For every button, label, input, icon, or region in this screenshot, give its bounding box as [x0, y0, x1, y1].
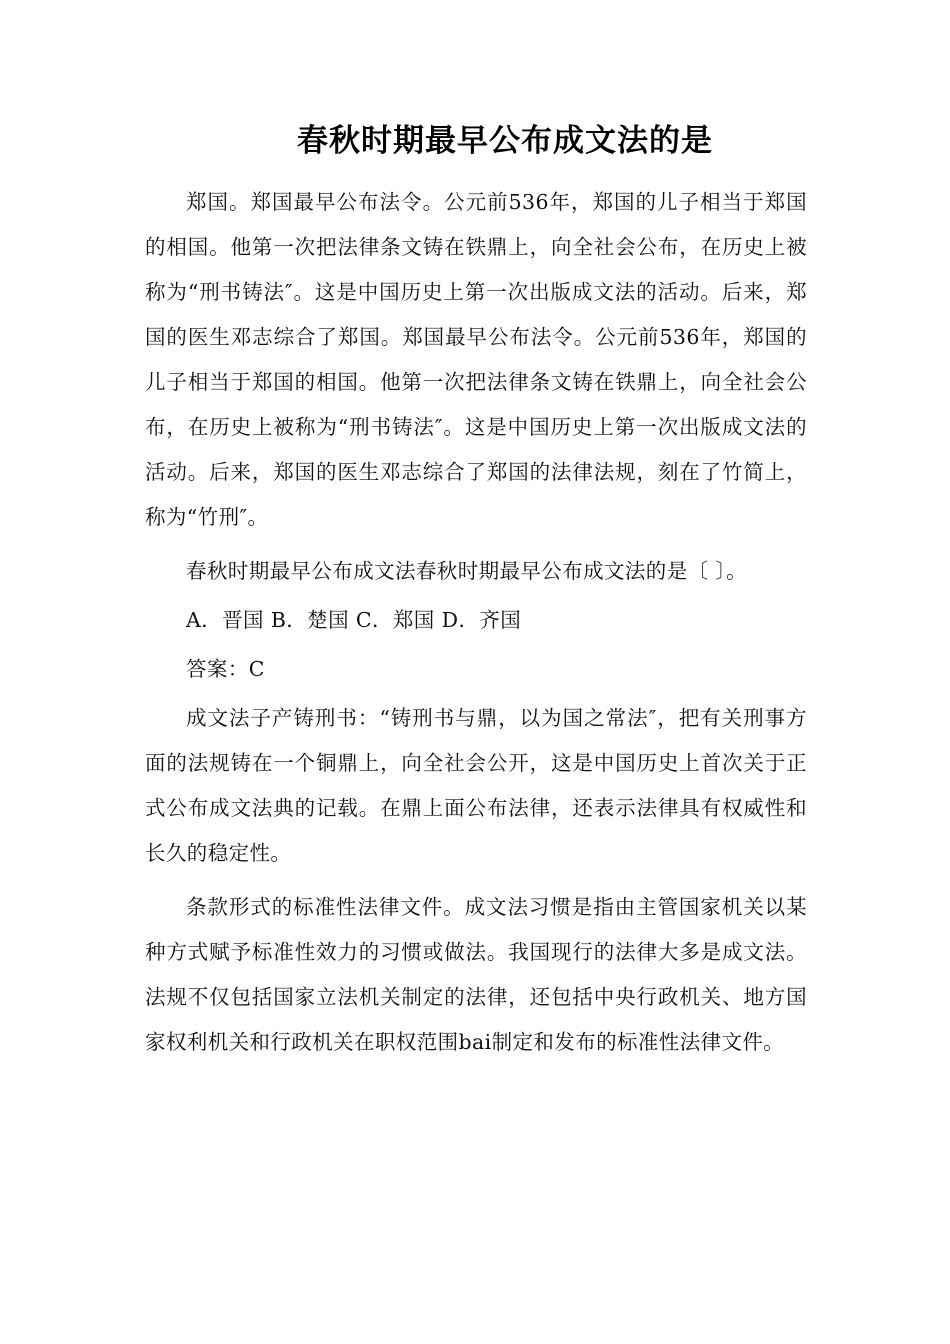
paragraph-answer: 答案：C: [186, 657, 265, 681]
paragraph-definition: 条款形式的标准性法律文件。成文法习惯是指由主管国家机关以某种方式赋予标准性效力的习惯或做法。我国现行的法律大多是成文法。法规不仅包括国家立法机关制定的法律，还包括中央行政机关、地方国家权利机关和行政机关在职权范围bai制定和发布的标准性法律文件。: [145, 895, 807, 1054]
document-body: [145, 180, 807, 1074]
document-title: 春秋时期最早公布成文法的是: [297, 123, 713, 159]
paragraph-options: A．晋国 B．楚国 C．郑国 D．齐国: [186, 608, 522, 632]
paragraph-intro: 郑国。郑国最早公布法令。公元前536年，郑国的儿子相当于郑国的相国。他第一次把法律条文铸在铁鼎上，向全社会公布，在历史上被称为“刑书铸法″。这是中国历史上第一次出版成文法的活动。后来，郑国的医生邓志综合了郑国。郑国最早公布法令。公元前536年，郑国的儿子相当于郑国的相国。他第一次把法律条文铸在铁鼎上，向全社会公布，在历史上被称为“刑书铸法″。这是中国历史上第一次出版成文法的活动。后来，郑国的医生邓志综合了郑国的法律法规，刻在了竹简上，称为“竹刑″。: [145, 190, 807, 529]
paragraph-question: 春秋时期最早公布成文法春秋时期最早公布成文法的是〔 〕。: [186, 559, 747, 583]
paragraph-explanation: 成文法子产铸刑书：“铸刑书与鼎，以为国之常法″，把有关刑事方面的法规铸在一个铜鼎上，向全社会公开，这是中国历史上首次关于正式公布成文法典的记载。在鼎上面公布法律，还表示法律具有权威性和长久的稳定性。: [145, 706, 807, 865]
